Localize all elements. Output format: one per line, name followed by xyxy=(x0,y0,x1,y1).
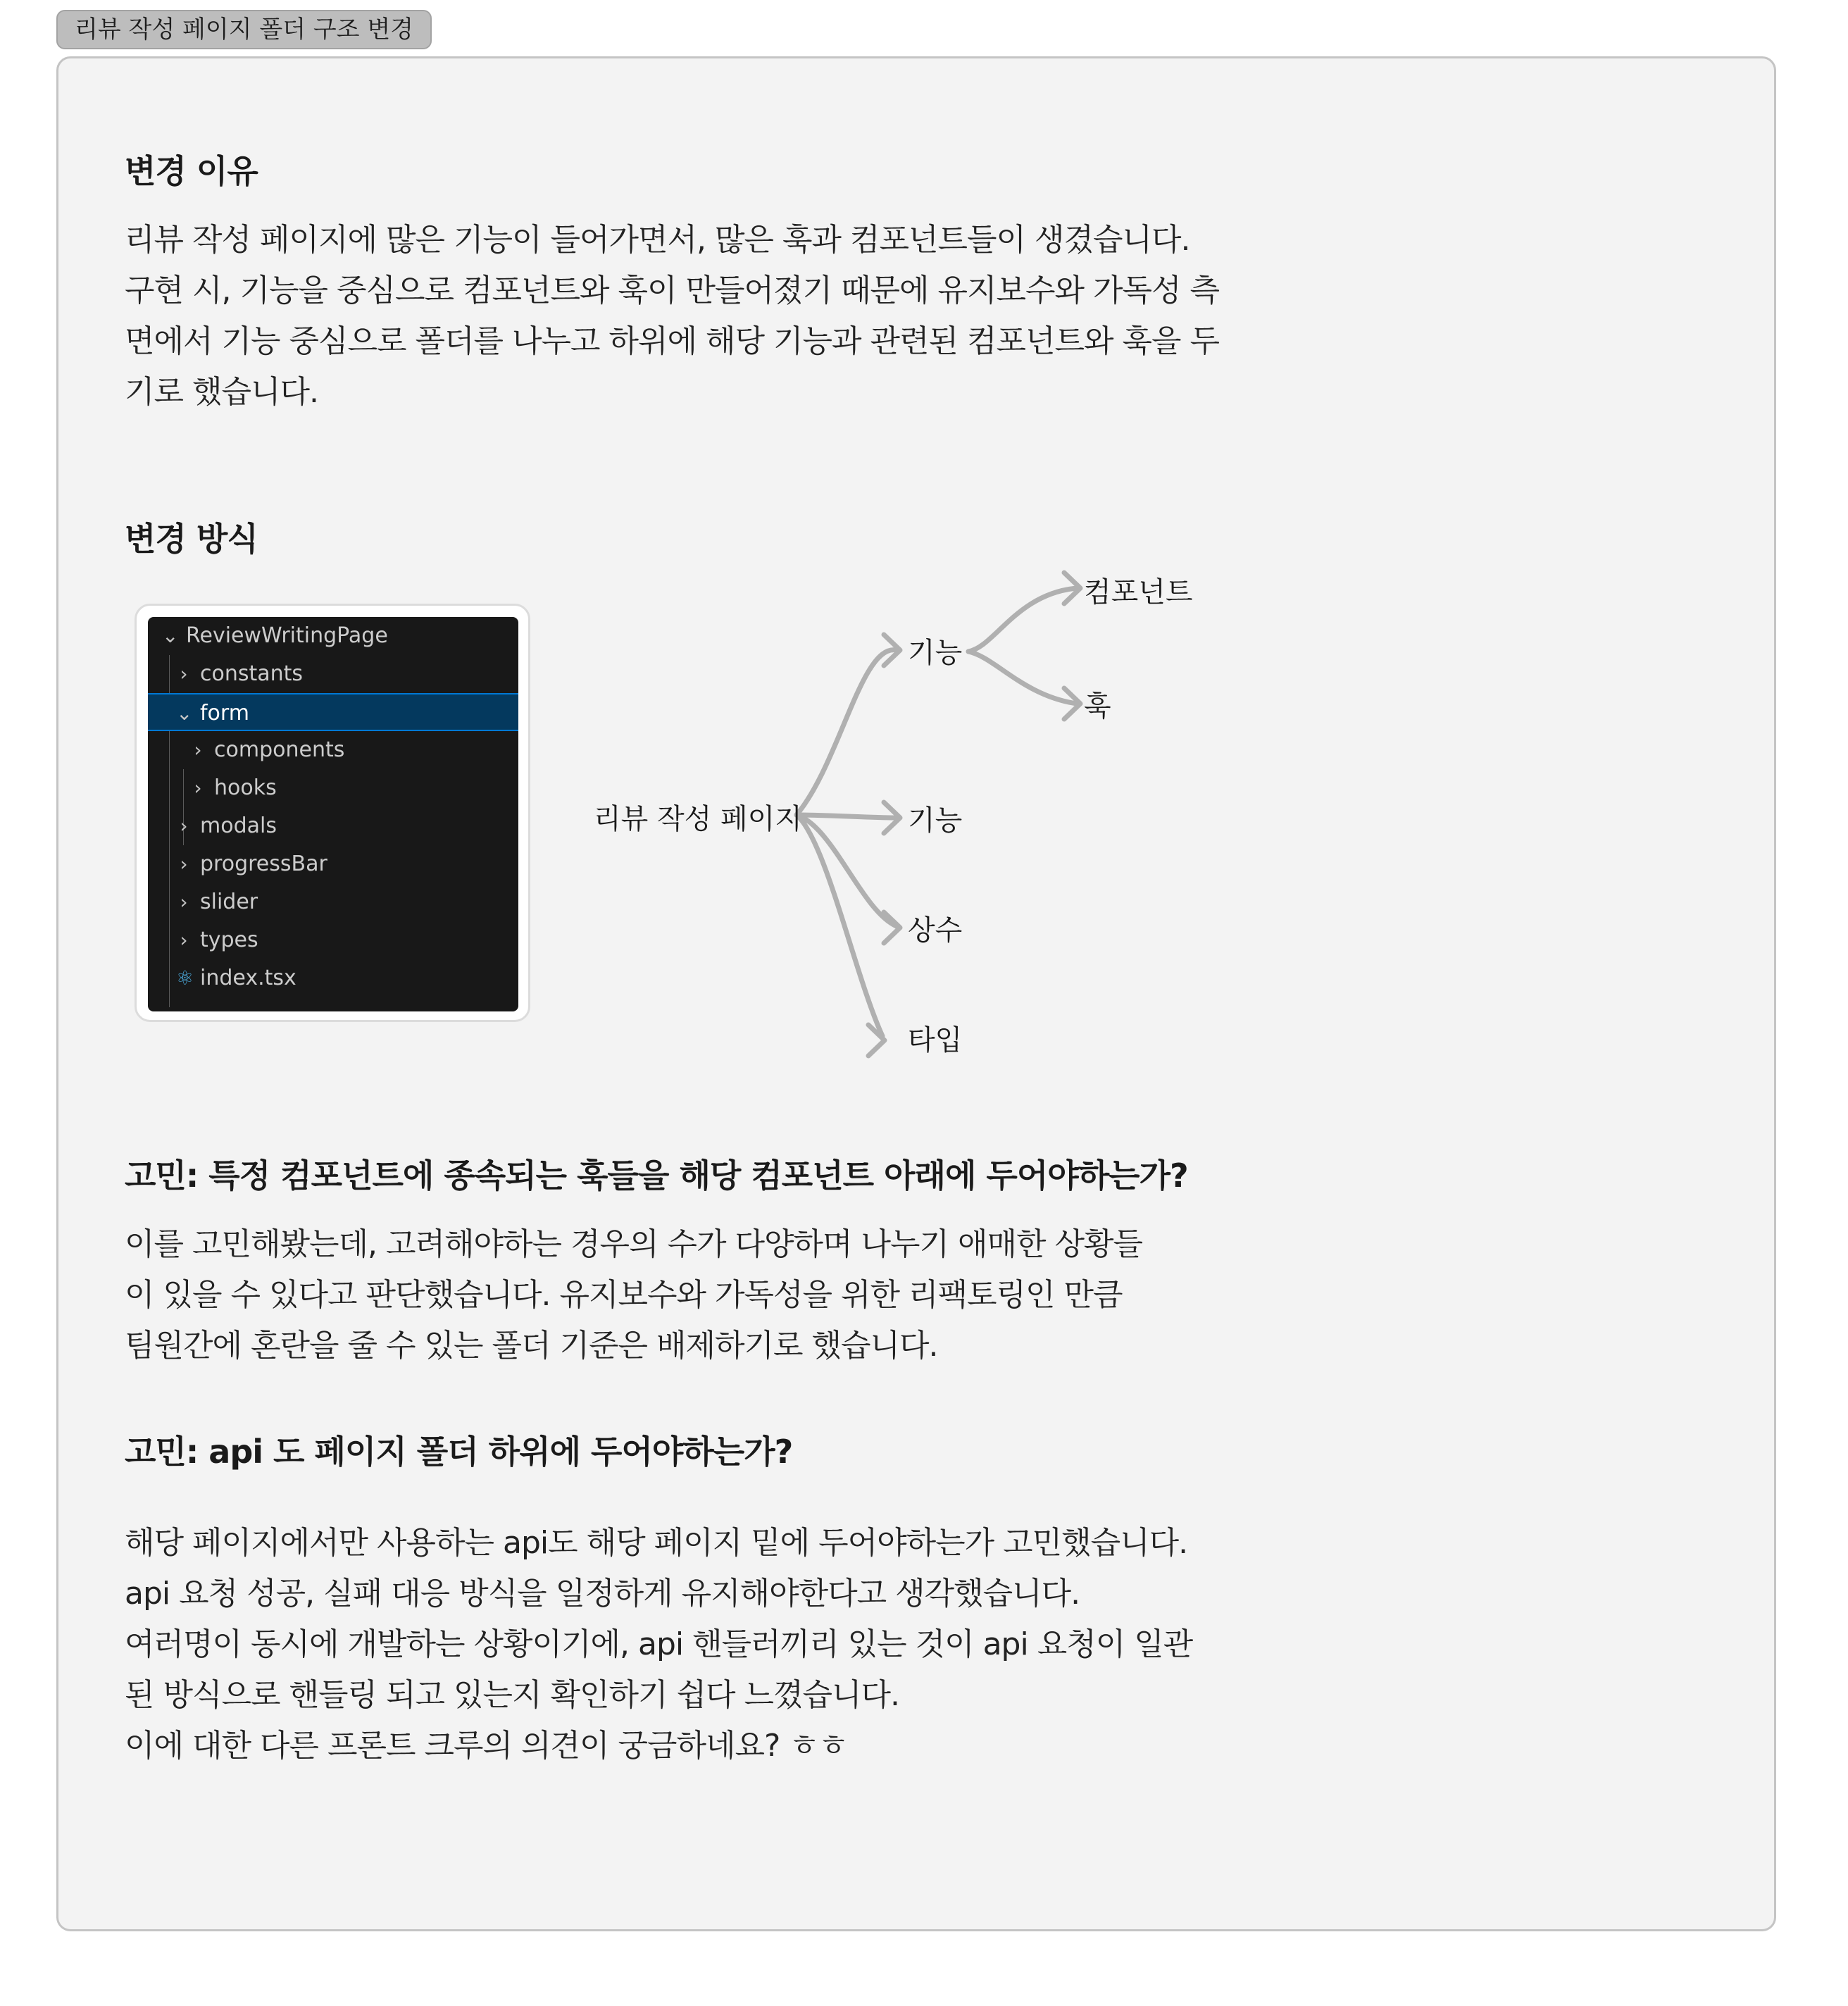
text-line: 팀원간에 혼란을 줄 수 있는 폴더 기준은 배제하기로 했습니다. xyxy=(125,1328,938,1364)
chevron-right-icon: › xyxy=(180,662,188,685)
chevron-right-icon: › xyxy=(194,776,202,799)
mindmap-edge xyxy=(797,650,897,815)
explorer-item-label: constants xyxy=(200,661,304,686)
mindmap-edge xyxy=(797,815,882,1036)
text-line: 이 있을 수 있다고 판단했습니다. 유지보수와 가독성을 위한 리팩토링인 만큼 xyxy=(125,1277,1123,1313)
text-line: 면에서 기능 중심으로 폴더를 나누고 하위에 해당 기능과 관련된 컴포넌트와 훅을 두 xyxy=(125,323,1219,359)
content-card xyxy=(56,56,1776,1931)
explorer-item-label: modals xyxy=(200,814,277,838)
mindmap-node-root: 리뷰 작성 페이지 xyxy=(594,803,802,835)
chevron-right-icon: › xyxy=(180,928,188,952)
explorer-item-label: types xyxy=(200,928,258,952)
chevron-right-icon: › xyxy=(180,852,188,876)
text-line: 이를 고민해봤는데, 고려해야하는 경우의 수가 다양하며 나누기 애매한 상황들 xyxy=(125,1226,1143,1262)
tag-label: 리뷰 작성 페이지 폴더 구조 변경 xyxy=(56,10,432,49)
explorer-item-label: components xyxy=(214,737,345,762)
text-line: 된 방식으로 핸들링 되고 있는지 확인하기 쉽다 느꼈습니다. xyxy=(125,1677,899,1713)
mindmap-node-feature: 기능 xyxy=(908,804,963,837)
mindmap-node-feature: 기능 xyxy=(908,637,963,669)
chevron-right-icon: › xyxy=(180,814,188,837)
mindmap-node-type: 타입 xyxy=(908,1024,963,1057)
text-line: 해당 페이지에서만 사용하는 api도 해당 페이지 밑에 두어야하는가 고민했습니다. xyxy=(125,1525,1188,1561)
text-line: 구현 시, 기능을 중심으로 컴포넌트와 훅이 만들어졌기 때문에 유지보수와 가독성 측 xyxy=(125,273,1219,309)
mindmap-diagram xyxy=(58,58,1778,1185)
explorer-item-label: index.tsx xyxy=(200,966,296,990)
section-title-method: 변경 방식 xyxy=(125,520,258,558)
react-icon: ⚛ xyxy=(176,966,194,990)
text-line: 리뷰 작성 페이지에 많은 기능이 들어가면서, 많은 훅과 컴포넌트들이 생겼습니다. xyxy=(125,222,1190,258)
text-line: 이에 대한 다른 프론트 크루의 의견이 궁금하네요? ㅎㅎ xyxy=(125,1728,848,1764)
mindmap-edge xyxy=(968,588,1077,652)
chevron-down-icon: ⌄ xyxy=(162,624,179,647)
arrow-head-icon xyxy=(884,912,900,943)
text-line: api 요청 성공, 실패 대응 방식을 일정하게 유지해야한다고 생각했습니다. xyxy=(125,1576,1080,1612)
section-body-concern2 xyxy=(125,1518,1192,1771)
explorer-item-label: ReviewWritingPage xyxy=(186,623,388,648)
chevron-right-icon: › xyxy=(194,738,202,761)
chevron-right-icon: › xyxy=(180,890,188,914)
explorer-item-label: progressBar xyxy=(200,852,327,876)
mindmap-edge xyxy=(968,652,1077,704)
mindmap-node-component: 컴포넌트 xyxy=(1084,576,1193,609)
explorer-item-label: form xyxy=(200,701,249,725)
text-line: 여러명이 동시에 개발하는 상황이기에, api 핸들러끼리 있는 것이 api 요청이 일관 xyxy=(125,1626,1193,1662)
mindmap-edge xyxy=(797,815,897,818)
section-title-reason: 변경 이유 xyxy=(125,152,258,190)
mindmap-node-constant: 상수 xyxy=(908,914,963,947)
explorer-item-label: hooks xyxy=(214,775,277,800)
section-title-concern2: 고민: api 도 페이지 폴더 하위에 두어야하는가? xyxy=(125,1433,793,1471)
chevron-down-icon: ⌄ xyxy=(176,702,193,725)
text-line: 기로 했습니다. xyxy=(125,374,318,410)
section-body-concern1 xyxy=(125,1219,1142,1371)
mindmap-node-hook: 훅 xyxy=(1084,690,1111,723)
section-title-concern1: 고민: 특정 컴포넌트에 종속되는 훅들을 해당 컴포넌트 아래에 두어야하는가? xyxy=(125,1157,1188,1195)
explorer-item-label: slider xyxy=(200,890,258,914)
